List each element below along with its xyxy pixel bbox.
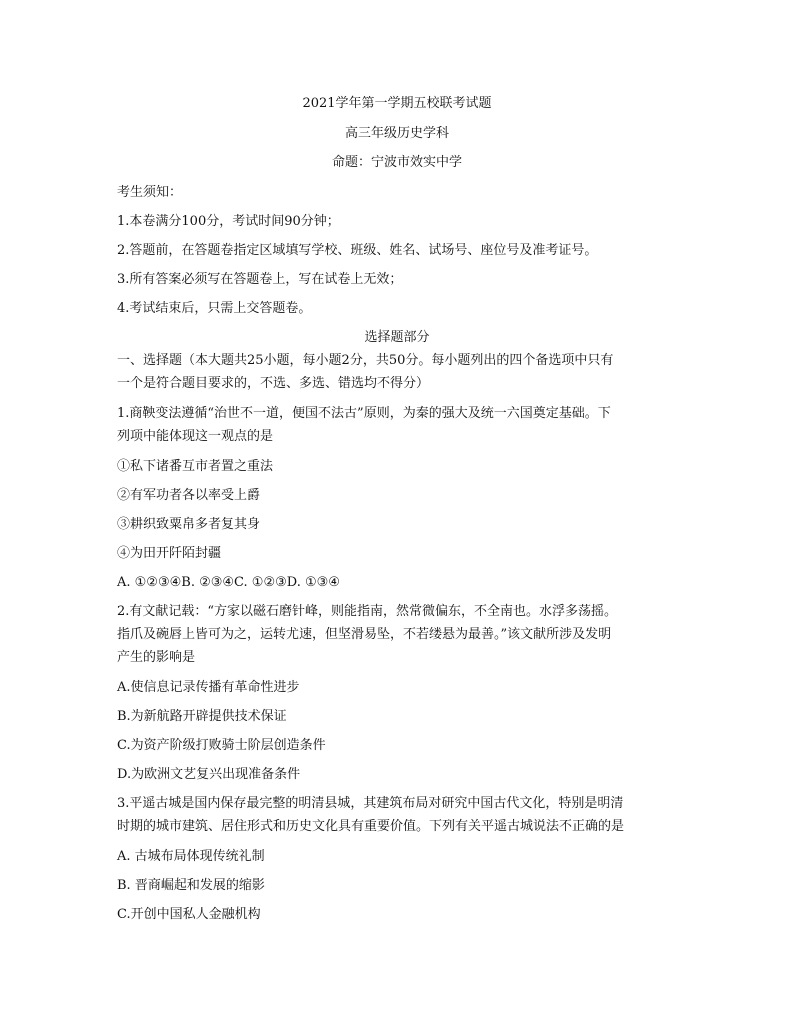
question-1-statement: ③耕织致粟帛多者复其身	[117, 517, 261, 532]
notice-item: 3.所有答案必须写在答题卷上，写在试卷上无效；	[117, 272, 403, 287]
notice-item: 4.考试结束后，只需上交答题卷。	[117, 301, 312, 316]
question-2-option: C.为资产阶级打败骑士阶层创造条件	[117, 738, 326, 753]
question-3-stem: 时期的城市建筑、居住形式和历史文化具有重要价值。下列有关平遥古城说法不正确的是	[117, 819, 625, 834]
notice-heading: 考生须知：	[117, 185, 183, 200]
notice-item: 1.本卷满分100分，考试时间90分钟；	[117, 214, 340, 229]
exam-author: 命题：宁波市效实中学	[331, 155, 462, 170]
question-1-stem: 1.商鞅变法遵循“治世不一道，便国不法古”原则，为秦的强大及统一六国奠定基础。下	[117, 406, 611, 421]
question-2-option: B.为新航路开辟提供技术保证	[117, 709, 287, 724]
exam-subject: 高三年级历史学科	[344, 126, 449, 141]
question-1-statement: ④为田开阡陌封疆	[117, 546, 222, 561]
question-1-statement: ①私下诸番互市者置之重法	[117, 459, 274, 474]
question-2-stem: 指爪及碗唇上皆可为之，运转尤速，但坚滑易坠，不若缕悬为最善。”该文献所涉及发明	[117, 627, 612, 642]
question-1-stem: 列项中能体现这一观点的是	[117, 429, 274, 444]
question-2-stem: 产生的影响是	[117, 650, 196, 665]
notice-item: 2.答题前，在答题卷指定区域填写学校、班级、姓名、试场号、座位号及准考证号。	[117, 243, 598, 258]
section-title: 选择题部分	[364, 330, 430, 345]
exam-title: 2021学年第一学期五校联考试题	[302, 96, 492, 111]
question-3-option: A. 古城布局体现传统礼制	[117, 849, 265, 864]
question-3-option: B. 晋商崛起和发展的缩影	[117, 878, 265, 893]
question-2-stem: 2.有文献记载：“方家以磁石磨针峰，则能指南，然常微偏东，不全南也。水浮多荡摇。	[117, 604, 618, 619]
question-3-stem: 3.平遥古城是国内保存最完整的明清县城，其建筑布局对研究中国古代文化，特别是明清	[117, 796, 624, 811]
question-1-options: A. ①②③④B. ②③④C. ①②③D. ①③④	[117, 575, 340, 590]
question-2-option: A.使信息记录传播有革命性进步	[117, 680, 300, 695]
section-instructions: 一个是符合题目要求的，不选、多选、错选均不得分）	[117, 376, 430, 391]
question-2-option: D.为欧洲文艺复兴出现准备条件	[117, 767, 301, 782]
section-instructions: 一、选择题（本大题共25小题，每小题2分，共50分。每小题列出的四个备选项中只有	[117, 353, 614, 368]
question-1-statement: ②有军功者各以率受上爵	[117, 488, 261, 503]
question-3-option: C.开创中国私人金融机构	[117, 907, 261, 922]
